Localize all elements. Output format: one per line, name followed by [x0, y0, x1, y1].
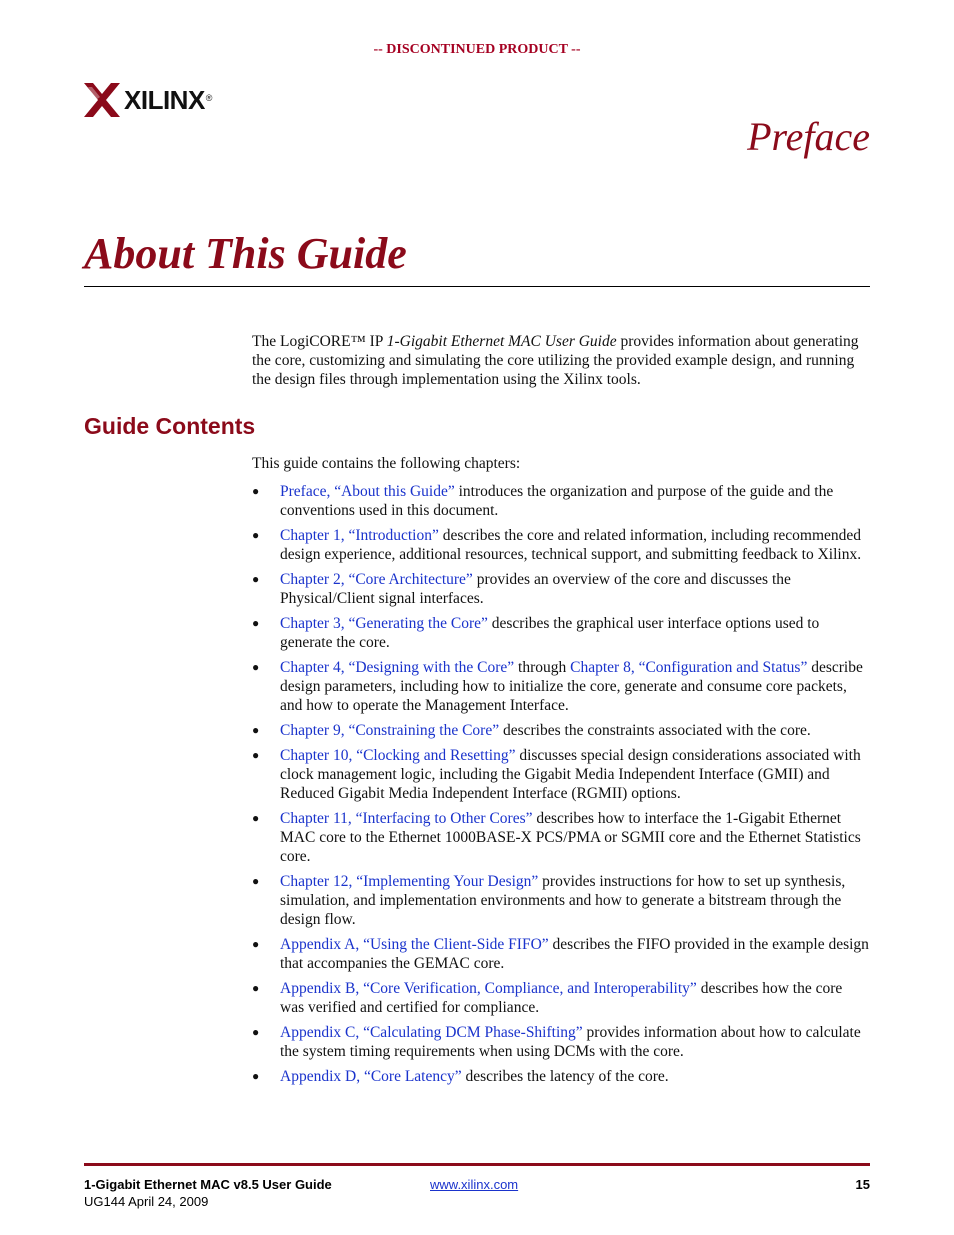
bullet-icon: ●: [252, 748, 260, 762]
chapter-description: introduces the organization and purpose of the guide and the conventions used in this document.: [280, 483, 834, 519]
bullet-icon: ●: [252, 572, 260, 586]
bullet-icon: ●: [252, 937, 260, 951]
discontinued-banner: -- DISCONTINUED PRODUCT --: [373, 42, 581, 57]
chapter-description: describe design parameters, including how to initialize the core, generate and consume core packets, and how to operate the Management Interface.: [280, 659, 863, 714]
list-item: [252, 721, 870, 740]
footer-divider: [84, 1163, 870, 1166]
section-heading: Guide Contents: [84, 413, 256, 439]
chapter-description: discusses special design considerations associated with clock management logic, including the Gigabit Media Independent Interface (GMII) and Reduced Gigabit Media Independent Interface (RGMII) options.: [280, 747, 861, 802]
chapter-link[interactable]: Chapter 3, “Generating the Core”: [280, 615, 488, 632]
chapter-description: describes the FIFO provided in the example design that accompanies the GEMAC core.: [280, 936, 869, 972]
chapter-link[interactable]: Appendix D, “Core Latency”: [280, 1068, 462, 1085]
chapter-link[interactable]: Chapter 8, “Configuration and Status”: [570, 659, 808, 676]
lead-paragraph: This guide contains the following chapters:: [252, 455, 521, 472]
chapter-link[interactable]: Chapter 2, “Core Architecture”: [280, 571, 473, 588]
chapter-description: describes the graphical user interface options used to generate the core.: [280, 615, 820, 651]
chapter-description: describes the core and related information, including recommended design experience, additional resources, technical support, and submitting feedback to Xilinx.: [280, 527, 862, 563]
chapter-link[interactable]: Chapter 11, “Interfacing to Other Cores”: [280, 810, 533, 827]
list-item: [252, 658, 870, 715]
bullet-icon: ●: [252, 660, 260, 674]
page-title: About This Guide: [84, 229, 407, 278]
bullet-icon: ●: [252, 528, 260, 542]
chapter-description: provides an overview of the core and discusses the Physical/Client signal interfaces.: [280, 571, 791, 607]
bullet-icon: ●: [252, 981, 260, 995]
intro-paragraph: [252, 332, 867, 389]
chapter-link[interactable]: Appendix B, “Core Verification, Compliance, and Interoperability”: [280, 980, 697, 997]
chapter-link[interactable]: Preface, “About this Guide”: [280, 483, 455, 500]
bullet-icon: ●: [252, 1025, 260, 1039]
intro-prefix: The LogiCORE™ IP: [252, 333, 387, 350]
list-item: [252, 614, 870, 652]
list-item: [252, 935, 870, 973]
chapter-description: provides instructions for how to set up synthesis, simulation, and implementation environments and how to generate a bitstream through the design flow.: [280, 873, 846, 928]
preface-heading: Preface: [747, 114, 870, 159]
list-item: [252, 1023, 870, 1061]
chapter-description: describes the constraints associated with the core.: [499, 722, 811, 739]
chapter-link[interactable]: Chapter 12, “Implementing Your Design”: [280, 873, 539, 890]
bullet-icon: ●: [252, 1069, 260, 1083]
footer-doc-id: UG144 April 24, 2009: [84, 1194, 209, 1209]
xilinx-logo-icon: [84, 83, 120, 117]
chapter-link[interactable]: Chapter 9, “Constraining the Core”: [280, 722, 500, 739]
chapter-description: provides information about how to calculate the system timing requirements when using DCMs with the core.: [280, 1024, 861, 1060]
list-item: [252, 482, 870, 520]
chapter-description: describes how the core was verified and certified for compliance.: [280, 980, 843, 1016]
list-item: [252, 746, 870, 803]
footer-doc-title: 1-Gigabit Ethernet MAC v8.5 User Guide: [84, 1177, 332, 1192]
bullet-icon: ●: [252, 723, 260, 737]
bullet-icon: ●: [252, 616, 260, 630]
intro-guide-title: 1-Gigabit Ethernet MAC User Guide: [386, 333, 617, 350]
page-number: 15: [855, 1177, 870, 1192]
list-item: [252, 570, 870, 608]
intro-suffix: provides information about generating the core, customizing and simulating the core utilizing the provided example design, and running the design files through implementation using the Xilinx tools.: [252, 333, 859, 388]
chapter-link[interactable]: Appendix C, “Calculating DCM Phase-Shifting”: [280, 1024, 583, 1041]
chapter-link[interactable]: Chapter 4, “Designing with the Core”: [280, 659, 515, 676]
list-item: [252, 526, 870, 564]
chapter-connector: through: [514, 659, 571, 676]
title-divider: [84, 286, 870, 287]
list-item: [252, 979, 870, 1017]
chapter-description: describes how to interface the 1-Gigabit Ethernet MAC core to the Ethernet 1000BASE-X PCS/PMA or SGMII core and the Ethernet Statistics core.: [280, 810, 861, 865]
list-item: [252, 1067, 870, 1086]
list-item: [252, 809, 870, 866]
chapter-description: describes the latency of the core.: [461, 1068, 669, 1085]
list-item: [252, 872, 870, 929]
bullet-icon: ●: [252, 811, 260, 825]
chapter-link[interactable]: Appendix A, “Using the Client-Side FIFO”: [280, 936, 549, 953]
chapter-link[interactable]: Chapter 1, “Introduction”: [280, 527, 439, 544]
chapter-link[interactable]: Chapter 10, “Clocking and Resetting”: [280, 747, 516, 764]
xilinx-logo: [84, 82, 212, 118]
logo-wordmark: XILINX: [124, 85, 205, 115]
chapter-list: [252, 482, 870, 1092]
bullet-icon: ●: [252, 874, 260, 888]
bullet-icon: ●: [252, 484, 260, 498]
footer-url-link[interactable]: www.xilinx.com: [430, 1177, 519, 1192]
registered-mark: ®: [205, 93, 213, 103]
